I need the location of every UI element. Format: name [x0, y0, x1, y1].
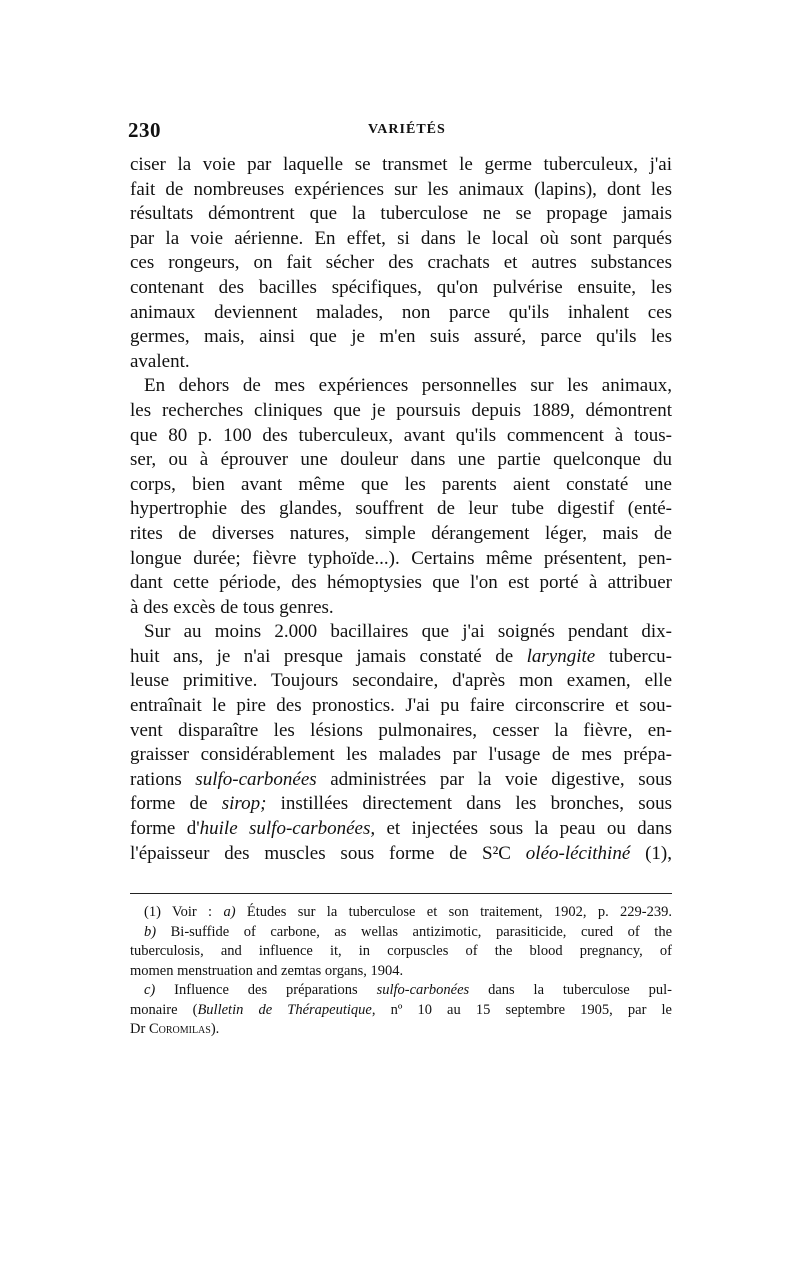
running-head: [128, 118, 674, 144]
footnote-line: [130, 1020, 672, 1040]
text-segment: l'épaisseur des muscles sous forme de S²C: [130, 842, 511, 864]
text-line: [130, 817, 672, 842]
text-line: fait de nombreuses expériences sur les animaux (lapins), dont les: [130, 178, 672, 200]
body-text: [130, 153, 672, 866]
footnote-line: momen menstruation and zemtas organs, 1904.: [130, 962, 404, 979]
footnote-text: Dr: [130, 1021, 146, 1037]
footnote-letter: a): [223, 904, 236, 920]
text-segment: forme d': [130, 818, 200, 840]
text-line: hypertrophie des glandes, souffrent de leur tube digestif (enté-: [130, 498, 672, 520]
footnote-line: [130, 1001, 672, 1021]
text-segment: instillées directement dans les bronches, sous: [280, 793, 672, 815]
italic-term: huile sulfo-carbonées,: [199, 818, 376, 840]
footnote-letter: c): [144, 982, 156, 998]
text-segment: et injectées sous la peau ou dans: [386, 818, 672, 840]
text-line: par la voie aérienne. En effet, si dans le local où sont parqués: [130, 227, 672, 249]
text-line: [130, 842, 672, 867]
text-line: vent disparaître les lésions pulmonaires, cesser la fièvre, en-: [130, 719, 672, 741]
footnote-text: Études sur la tuberculose et son traitement, 1902, p. 229-239.: [246, 904, 673, 920]
text-line: résultats démontrent que la tuberculose ne se propage jamais: [130, 203, 672, 225]
text-line: [130, 792, 672, 817]
text-line: [130, 645, 672, 670]
text-line: [130, 768, 672, 793]
text-line: à des excès de tous genres.: [130, 596, 334, 618]
page-number: 230: [128, 118, 161, 142]
text-line: que 80 p. 100 des tuberculeux, avant qu'ils commencent à tous-: [130, 424, 672, 446]
text-line: entraînait le pire des pronostics. J'ai pu faire circonscrire et sou-: [130, 695, 672, 717]
text-segment: tubercu-: [608, 645, 672, 667]
text-line: ser, ou à éprouver une douleur dans une partie quelconque du: [130, 449, 672, 471]
author-name: Coromilas: [148, 1021, 211, 1037]
text-line: Sur au moins 2.000 bacillaires que j'ai soignés pendant dix-: [144, 621, 672, 643]
footnote-letter: b): [144, 923, 157, 940]
text-line: longue durée; fièvre typhoïde...). Certains même présentent, pen-: [130, 547, 672, 569]
footnote-text: dans la tuberculose pul-: [488, 982, 672, 998]
running-title: VARIÉTÉS: [368, 122, 446, 137]
text-line: ces rongeurs, on fait sécher des crachats et autres substances: [130, 252, 672, 274]
text-segment: (1),: [645, 842, 673, 864]
text-line: leuse primitive. Toujours secondaire, d'après mon examen, elle: [130, 670, 672, 692]
text-line: rites de diverses natures, simple dérangement léger, mais de: [130, 522, 672, 544]
footnote-line: [130, 923, 672, 943]
text-line: animaux deviennent malades, non parce qu'ils inhalent ces: [130, 301, 672, 323]
footnote-line: tuberculosis, and influence it, in corpuscles of the blood pregnancy, of: [130, 943, 672, 959]
text-line: ciser la voie par laquelle se transmet le germe tuberculeux, j'ai: [130, 154, 672, 175]
footnotes: [130, 903, 672, 1040]
journal-title: Bulletin de Thérapeutique: [197, 1001, 372, 1018]
italic-term: laryngite: [526, 645, 596, 667]
text-line: contenant des bacilles spécifiques, qu'on pulvérise ensuite, les: [130, 276, 672, 298]
text-line: germes, mais, ainsi que je m'en suis assuré, parce qu'ils les: [130, 326, 672, 348]
footnote-text: , nº 10 au 15 septembre 1905, par le: [371, 1001, 672, 1018]
italic-term: sirop;: [221, 793, 267, 815]
text-line: En dehors de mes expériences personnelles sur les animaux,: [144, 375, 672, 397]
footnote-line: [130, 903, 672, 923]
footnote-text: Influence des préparations: [174, 982, 358, 998]
text-segment: forme de: [130, 793, 208, 815]
italic-term: sulfo-carbonées: [195, 768, 317, 790]
text-segment: rations: [130, 768, 182, 790]
text-line: dant cette période, des hémoptysies que l'on est porté à attribuer: [130, 572, 672, 594]
footnote-marker: (1) Voir :: [144, 904, 213, 920]
text-line: graisser considérablement les malades par l'usage de mes prépa-: [130, 744, 672, 766]
text-line: les recherches cliniques que je poursuis depuis 1889, démontrent: [130, 399, 672, 421]
footnote-line: [130, 981, 672, 1001]
footnote-text: monaire (: [130, 1001, 198, 1018]
text-segment: huit ans, je n'ai presque jamais constaté de: [130, 645, 514, 667]
footnote-text: ).: [210, 1021, 220, 1037]
footnote-separator: [130, 893, 672, 894]
text-line: avalent.: [130, 350, 190, 372]
text-segment: administrées par la voie digestive, sous: [330, 768, 672, 790]
text-line: corps, bien avant même que les parents aient constaté une: [130, 473, 672, 495]
footnote-text: Bi-suffide of carbone, as wellas antizimotic, parasiticide, cured of the: [170, 923, 673, 940]
italic-term: oléo-lécithiné: [525, 842, 631, 864]
italic-term: sulfo-carbonées: [376, 982, 470, 998]
